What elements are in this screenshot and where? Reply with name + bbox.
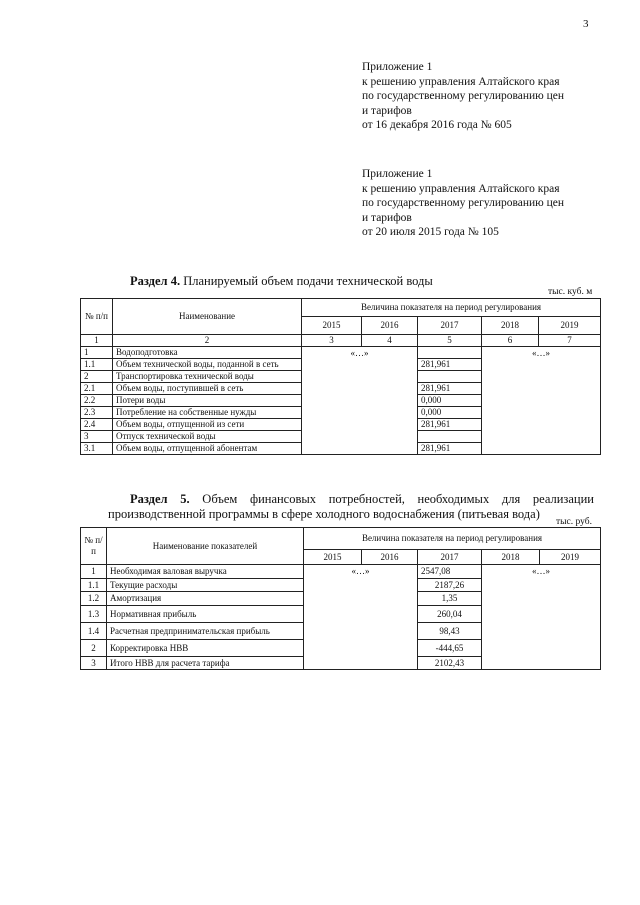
row-num: 2 [81, 371, 113, 383]
omitted-values-right: «…» [482, 347, 601, 455]
table-row [81, 347, 601, 359]
value-2017: 0,000 [418, 407, 482, 419]
header-num: № п/ п [81, 528, 107, 565]
appendix-line: к решению управления Алтайского края [362, 75, 560, 88]
value-2017: 2187,26 [418, 578, 482, 592]
row-num: 1.2 [81, 592, 107, 606]
appendix-line: по государственному регулированию цен [362, 197, 565, 209]
section4-title [130, 274, 433, 289]
row-name: Водоподготовка [113, 347, 302, 359]
column-number: 5 [418, 335, 482, 347]
row-num: 2.1 [81, 383, 113, 395]
row-num: 1.1 [81, 578, 107, 592]
header-num: № п/п [81, 299, 113, 335]
row-num: 2.2 [81, 395, 113, 407]
column-number: 6 [482, 335, 539, 347]
row-name: Потребление на собственные нужды [113, 407, 302, 419]
value-2017 [418, 431, 482, 443]
header-period: Величина показателя на период регулирования [302, 299, 601, 317]
value-2017: 1,35 [418, 592, 482, 606]
header-year: 2015 [302, 317, 362, 335]
row-name: Транспортировка технической воды [113, 371, 302, 383]
column-number: 4 [362, 335, 418, 347]
appendix-line: и тарифов [362, 211, 412, 224]
table-row [81, 565, 601, 579]
column-number: 7 [539, 335, 601, 347]
appendix-line: Приложение 1 [362, 168, 433, 180]
row-name: Корректировка НВВ [107, 639, 304, 656]
header-name: Наименование показателей [107, 528, 304, 565]
header-year: 2016 [362, 549, 418, 564]
appendix-line: от 16 декабря 2016 года № 605 [362, 119, 512, 131]
header-period: Величина показателя на период регулирования [304, 528, 601, 550]
section4-table [80, 298, 601, 455]
value-2017: 260,04 [418, 605, 482, 622]
row-name: Потери воды [113, 395, 302, 407]
header-year: 2017 [418, 317, 482, 335]
column-number: 3 [302, 335, 362, 347]
omitted-values-left: «…» [304, 565, 418, 670]
value-2017: 98,43 [418, 622, 482, 639]
row-num: 3.1 [81, 443, 113, 455]
appendix-block-original [362, 167, 564, 240]
column-number: 2 [113, 335, 302, 347]
header-year: 2019 [539, 317, 601, 335]
section4-title-number: Раздел 4. [130, 274, 181, 288]
row-name: Объем воды, отпущенной абонентам [113, 443, 302, 455]
section5-title-number: Раздел 5. [130, 492, 190, 506]
section5-units: тыс. руб. [556, 517, 592, 527]
value-2017 [418, 347, 482, 359]
value-2017: 2102,43 [418, 656, 482, 670]
header-year: 2016 [362, 317, 418, 335]
value-2017 [418, 371, 482, 383]
row-num: 3 [81, 431, 113, 443]
value-2017: 2547,08 [418, 565, 482, 579]
row-num: 1 [81, 565, 107, 579]
section5-title-text: Объем финансовых потребностей, необходимых для реализации производственной программы в сфере холодного водоснабжения (питьевая вода) [108, 492, 594, 521]
row-name: Объем воды, поступившей в сеть [113, 383, 302, 395]
row-name: Нормативная прибыль [107, 605, 304, 622]
header-year: 2019 [540, 549, 601, 564]
row-num: 2 [81, 639, 107, 656]
header-year: 2018 [482, 317, 539, 335]
appendix-line: Приложение 1 [362, 61, 433, 73]
value-2017: -444,65 [418, 639, 482, 656]
omitted-values-left: «…» [302, 347, 418, 455]
header-name: Наименование [113, 299, 302, 335]
row-name: Объем воды, отпущенной из сети [113, 419, 302, 431]
appendix-line: от 20 июля 2015 года № 105 [362, 226, 499, 238]
row-num: 1.1 [81, 359, 113, 371]
row-num: 3 [81, 656, 107, 670]
row-num: 1 [81, 347, 113, 359]
column-number: 1 [81, 335, 113, 347]
appendix-line: к решению управления Алтайского края [362, 182, 560, 195]
row-num: 2.3 [81, 407, 113, 419]
value-2017: 0,000 [418, 395, 482, 407]
section5-table [80, 527, 601, 670]
header-year: 2015 [304, 549, 362, 564]
row-name: Расчетная предпринимательская прибыль [107, 622, 304, 639]
row-name: Итого НВВ для расчета тарифа [107, 656, 304, 670]
appendix-block-current [362, 60, 564, 133]
section4-units: тыс. куб. м [548, 287, 593, 297]
appendix-line: и тарифов [362, 104, 412, 117]
value-2017: 281,961 [418, 383, 482, 395]
header-year: 2017 [418, 549, 482, 564]
row-num: 2.4 [81, 419, 113, 431]
section4-title-text: Планируемый объем подачи технической воды [180, 274, 433, 288]
row-name: Текущие расходы [107, 578, 304, 592]
row-name: Необходимая валовая выручка [107, 565, 304, 579]
section5-title [108, 492, 594, 522]
value-2017: 281,961 [418, 443, 482, 455]
appendix-line: по государственному регулированию цен [362, 90, 565, 102]
value-2017: 281,961 [418, 359, 482, 371]
row-name: Отпуск технической воды [113, 431, 302, 443]
row-num: 1.4 [81, 622, 107, 639]
omitted-values-right: «…» [482, 565, 601, 670]
value-2017: 281,961 [418, 419, 482, 431]
header-year: 2018 [482, 549, 540, 564]
row-name: Амортизация [107, 592, 304, 606]
row-num: 1.3 [81, 605, 107, 622]
page-number: 3 [583, 18, 589, 30]
row-name: Объем технической воды, поданной в сеть [113, 359, 302, 371]
